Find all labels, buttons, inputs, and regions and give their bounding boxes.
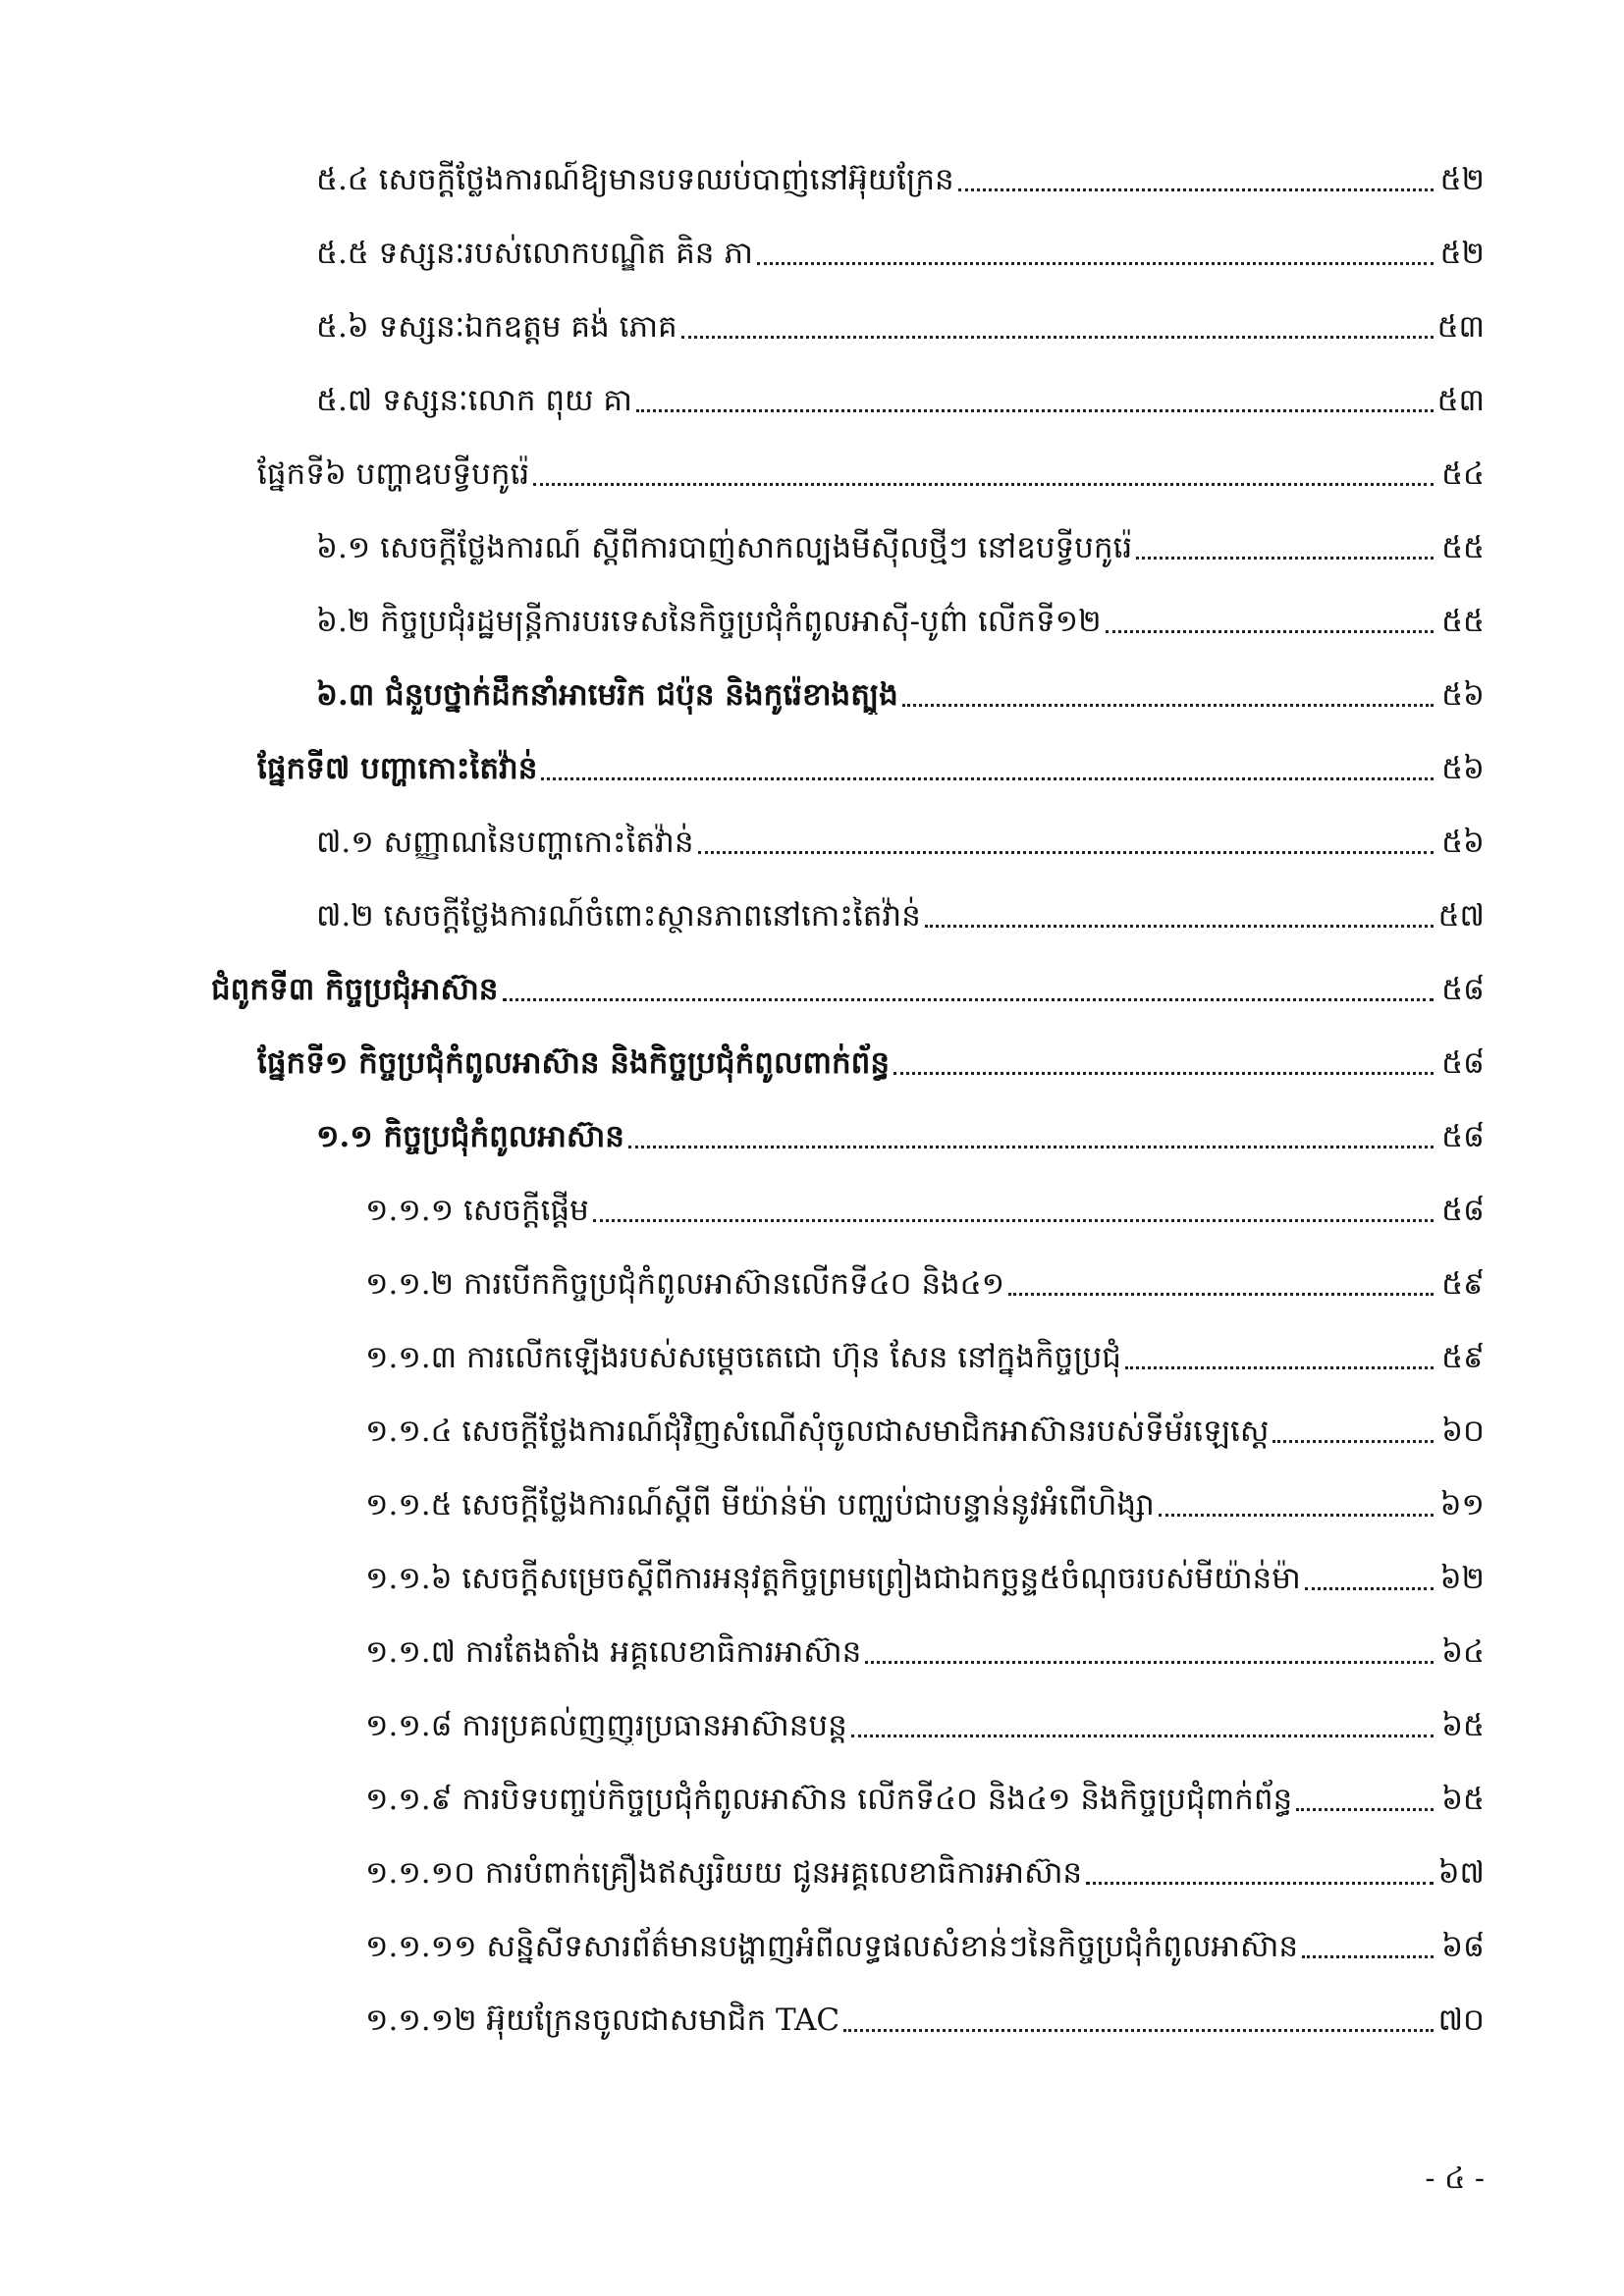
toc-entry <box>316 1097 1485 1156</box>
toc-entry-title: ១.១.៧ ការតែងតាំង អគ្គលេខាធិការអាស៊ាន <box>365 1634 862 1670</box>
toc-entry <box>365 1245 1485 1304</box>
toc-entry <box>365 1466 1485 1524</box>
toc-entry-title: ៦.២ កិច្ចប្រជុំរដ្ឋមន្ត្រីការបរទេសនៃកិច្ចប្រជុំកំពូលអាស៊ី-បូព៌ា លើកទី១២ <box>316 604 1102 639</box>
toc-entry-page: ៦៨ <box>1441 1929 1485 1964</box>
toc-entry-page: ៥៦ <box>1441 825 1485 860</box>
toc-entry-page: ៦៤ <box>1441 1634 1485 1670</box>
dot-leader <box>1008 1292 1434 1296</box>
toc-entry <box>316 214 1485 273</box>
dot-leader <box>843 2028 1434 2032</box>
toc-entry <box>257 1024 1485 1083</box>
toc-entry <box>211 950 1485 1009</box>
toc-entry-title: ផ្នែកទី៧ បញ្ហាកោះតៃវ៉ាន់ <box>257 751 538 786</box>
dot-leader <box>503 997 1435 1001</box>
toc-entry <box>316 361 1485 420</box>
toc-entry <box>365 1981 1485 2040</box>
dot-leader <box>628 1145 1434 1148</box>
toc-entry-title: ១.១.១០ ការបំពាក់គ្រឿងឥស្សរិយយ ជូនអគ្គលេខាធិការអាស៊ាន <box>365 1855 1083 1891</box>
dot-leader <box>1136 556 1434 560</box>
toc-entry-title: ១.១.១១ សន្និសីទសារព័ត៌មានបង្ហាញអំពីលទ្ធផលសំខាន់ៗនៃកិច្ចប្រជុំកំពូលអាស៊ាន <box>365 1929 1299 1964</box>
dot-leader <box>1296 1807 1434 1811</box>
toc-entry-title: ផ្នែកទី១ កិច្ចប្រជុំកំពូលអាស៊ាន និងកិច្ចប្រជុំកំពូលពាក់ព័ន្ធ <box>257 1045 891 1081</box>
toc-entry-page: ៥៨ <box>1441 1119 1485 1154</box>
toc-entry-page: ៥៨ <box>1441 972 1485 1007</box>
toc-entry-page: ៦៧ <box>1437 1855 1485 1891</box>
toc-entry <box>316 288 1485 347</box>
dot-leader <box>757 261 1434 265</box>
toc-entry-page: ៥៥ <box>1441 530 1485 565</box>
toc-entry-title: ១.១.៨ ការប្រគល់ញញួរប្រធានអាស៊ានបន្ត <box>365 1708 847 1743</box>
toc-entry <box>257 729 1485 788</box>
dot-leader <box>902 703 1434 707</box>
toc-entry-title: ១.១.១២ អ៊ុយក្រែនចូលជាសមាជិក TAC <box>365 2002 840 2038</box>
toc-entry <box>365 1171 1485 1230</box>
toc-entry-title: ១.១.៥ សេចក្តីថ្លែងការណ៍ស្តីពី មីយ៉ាន់ម៉ា បញ្ឈប់ជាបន្ទាន់នូវអំពើហិង្សា <box>365 1487 1155 1522</box>
toc-entry-title: ១.១ កិច្ចប្រជុំកំពូលអាស៊ាន <box>316 1119 624 1154</box>
toc-entry-title: ១.១.៦ សេចក្តីសម្រេចស្តីពីការអនុវត្តកិច្ចព្រមព្រៀងជាឯកច្ឆន្ទ៥ចំណុចរបស់មីយ៉ាន់ម៉ា <box>365 1561 1301 1596</box>
toc-entry <box>316 508 1485 567</box>
toc-entry-title: ៥.៧ ទស្សនៈលោក ពុយ គា <box>316 383 632 418</box>
dot-leader <box>636 408 1434 412</box>
dot-leader <box>681 335 1434 339</box>
toc-entry-page: ៦២ <box>1439 1561 1485 1596</box>
toc-entry <box>365 1318 1485 1377</box>
toc-entry <box>365 1760 1485 1819</box>
toc-entry-page: ៥៤ <box>1441 456 1485 492</box>
toc-entry-title: ១.១.៩ ការបិទបញ្ចប់កិច្ចប្រជុំកំពូលអាស៊ាន លើកទី៤០ និង៤១ និងកិច្ចប្រជុំពាក់ព័ន្ធ <box>365 1782 1293 1817</box>
toc-entry-page: ៥៣ <box>1436 309 1485 345</box>
dot-leader <box>533 482 1434 486</box>
toc-entry <box>316 877 1485 935</box>
toc-entry-page: ៥៣ <box>1436 383 1485 418</box>
page-number: - ៤ - <box>1425 2162 1485 2196</box>
dot-leader <box>698 850 1434 854</box>
toc-entry <box>365 1392 1485 1451</box>
dot-leader <box>1106 629 1434 633</box>
dot-leader <box>958 187 1434 191</box>
toc-entry-page: ៥២ <box>1439 236 1485 271</box>
dot-leader <box>1302 1954 1434 1958</box>
dot-leader <box>1305 1586 1434 1590</box>
toc-entry-page: ៥៨ <box>1441 1193 1485 1228</box>
toc-entry-page: ៧០ <box>1437 2002 1485 2038</box>
dot-leader <box>593 1218 1434 1222</box>
toc-entry-title: ផ្នែកទី៦ បញ្ហាឧបទ្វីបកូរ៉េ <box>257 456 530 492</box>
toc-entry <box>316 582 1485 641</box>
toc-entry <box>365 1907 1485 1966</box>
dot-leader <box>865 1660 1434 1664</box>
toc-entry <box>316 656 1485 715</box>
dot-leader <box>1272 1439 1434 1443</box>
toc-entry-title: ៦.១ សេចក្តីថ្លែងការណ៍ ស្តីពីការបាញ់សាកល្បងមីស៊ីលថ្មីៗ នៅឧបទ្វីបកូរ៉េ <box>316 530 1133 565</box>
toc-entry-title: ៧.១ សញ្ញាណនៃបញ្ហាកោះតៃវ៉ាន់ <box>316 825 694 860</box>
toc-entry-title: ១.១.១ សេចក្តីផ្តើម <box>365 1193 589 1228</box>
dot-leader <box>851 1734 1434 1737</box>
toc-entry <box>365 1539 1485 1598</box>
toc-entry-title: ៦.៣ ជំនួបថ្នាក់ដឹកនាំអាមេរិក ជប៉ុន និងកូរ៉េខាងត្បូង <box>316 677 898 713</box>
dot-leader <box>893 1071 1434 1075</box>
toc-entry <box>365 1686 1485 1745</box>
dot-leader <box>925 924 1434 928</box>
toc-entry-title: ១.១.៣ ការលើកឡើងរបស់សម្តេចតេជោ ហ៊ុន សែន នៅក្នុងកិច្ចប្រជុំ <box>365 1340 1121 1375</box>
dot-leader <box>1125 1365 1434 1369</box>
toc-entry-page: ៦១ <box>1439 1487 1485 1522</box>
toc-entry <box>316 803 1485 862</box>
toc-entry-title: ១.១.៤ សេចក្តីថ្លែងការណ៍ជុំវិញសំណើសុំចូលជាសមាជិកអាស៊ានរបស់ទីម័រឡេស្តេ <box>365 1414 1270 1449</box>
toc-entry-title: ៥.៥ ទស្សនៈរបស់លោកបណ្ឌិត គិន ភា <box>316 236 753 271</box>
toc-entry <box>365 1834 1485 1893</box>
toc-entry-page: ៥៦ <box>1441 751 1485 786</box>
toc-entry-page: ៦០ <box>1441 1414 1485 1449</box>
toc-entry-title: ៥.៦ ទស្សនៈឯកឧត្តម គង់ ភោគ <box>316 309 677 345</box>
toc-entry-page: ៥៧ <box>1437 898 1485 934</box>
toc-entry-title: ជំពូកទី៣ កិច្ចប្រជុំអាស៊ាន <box>211 972 499 1007</box>
toc-entry-page: ៥៨ <box>1441 1045 1485 1081</box>
toc-entry-title: ៧.២ សេចក្តីថ្លែងការណ៍ចំពោះស្ថានភាពនៅកោះតៃវ៉ាន់ <box>316 898 921 934</box>
toc-entry-page: ៥៥ <box>1441 604 1485 639</box>
toc-entry-title: ៥.៤ សេចក្តីថ្លែងការណ៍ឱ្យមានបទឈប់បាញ់នៅអ៊ុយក្រែន <box>316 162 954 197</box>
toc-entry <box>257 435 1485 494</box>
dot-leader <box>541 776 1434 780</box>
toc-entry-title: ១.១.២ ការបើកកិច្ចប្រជុំកំពូលអាស៊ានលើកទី៤០ និង៤១ <box>365 1266 1005 1302</box>
toc-entry-page: ៥២ <box>1439 162 1485 197</box>
dot-leader <box>1086 1881 1434 1885</box>
dot-leader <box>1159 1513 1434 1517</box>
toc-entry-page: ៦៥ <box>1441 1708 1485 1743</box>
toc-entry <box>316 140 1485 199</box>
toc-entry <box>365 1613 1485 1672</box>
toc-entry-page: ៥៦ <box>1441 677 1485 713</box>
toc-entry-page: ៥៩ <box>1441 1340 1485 1375</box>
toc-entry-page: ៦៥ <box>1441 1782 1485 1817</box>
toc-entry-page: ៥៩ <box>1441 1266 1485 1302</box>
